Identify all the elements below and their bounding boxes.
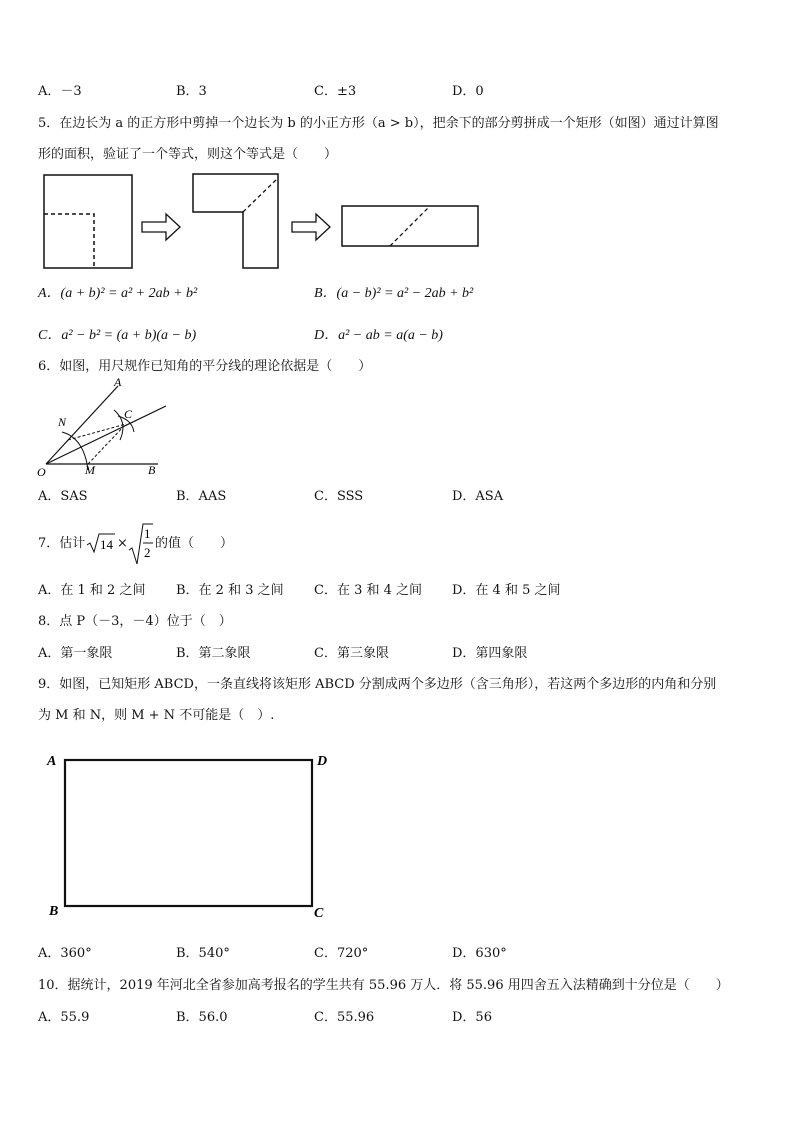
q5-option-b: B．(a − b)² = a² − 2ab + b²: [314, 286, 474, 301]
q8-option-d: D．第四象限: [452, 646, 528, 661]
q10-option-a: A．55.9: [38, 1010, 90, 1025]
q9-rectangle: [65, 760, 312, 906]
q5-option-a: A．(a + b)² = a² + 2ab + b²: [38, 286, 198, 301]
q7-option-a: A．在 1 和 2 之间: [38, 583, 146, 598]
q6-option-c: C．SSS: [314, 489, 364, 504]
q9-label-d: D: [317, 754, 328, 769]
q7-option-c: C．在 3 和 4 之间: [314, 583, 423, 598]
q6-option-b: B．AAS: [176, 489, 227, 504]
q4-option-b: B．3: [176, 84, 207, 99]
q7-option-d: D．在 4 和 5 之间: [452, 583, 561, 598]
q9-option-b: B．540°: [176, 946, 230, 961]
q8-stem: 8．点 P（－3，－4）位于（ ）: [38, 614, 232, 629]
q8-option-b: B．第二象限: [176, 646, 251, 661]
q7-sqrt-half: [128, 522, 154, 566]
q9-label-a: A: [47, 754, 57, 769]
q7-suffix: 的值（ ）: [155, 536, 234, 551]
q9-label-b: B: [49, 904, 59, 919]
q7-frac-num: 1: [144, 526, 151, 541]
q6-label-a: A: [114, 376, 122, 389]
q7-prefix: 7．估计: [38, 536, 86, 551]
q6-stem: 6．如图，用尺规作已知角的平分线的理论依据是（ ）: [38, 359, 372, 374]
q9-figure: [44, 748, 344, 924]
q5-stem-line1: 5．在边长为 a 的正方形中剪掉一个边长为 b 的小正方形（a > b），把余下的部分剪拼成一个矩形（如图）通过计算图: [38, 116, 719, 131]
q6-label-c: C: [124, 407, 133, 421]
q5-arrow-1: [142, 214, 180, 240]
q9-label-c: C: [314, 906, 324, 921]
q6-option-d: D．ASA: [452, 489, 504, 504]
q6-label-m: M: [85, 463, 95, 477]
q5-option-c: C．a² − b² = (a + b)(a − b): [38, 328, 197, 343]
q5-arrow-2: [292, 214, 330, 240]
q7-radicand1: 14: [100, 537, 113, 552]
q10-stem: 10．据统计，2019 年河北全省参加高考报名的学生共有 55.96 万人．将 55.96 用四舍五入法精确到十分位是（ ）: [38, 978, 729, 993]
q5-cut-line: [44, 214, 94, 268]
q9-stem-line2: 为 M 和 N，则 M + N 不可能是（ ）.: [38, 708, 275, 723]
q9-option-c: C．720°: [314, 946, 369, 961]
q8-option-a: A．第一象限: [38, 646, 113, 661]
q9-option-d: D．630°: [452, 946, 507, 961]
q5-figure: [38, 170, 488, 275]
q8-option-c: C．第三象限: [314, 646, 389, 661]
q10-option-c: C．55.96: [314, 1010, 375, 1025]
q6-label-b: B: [148, 463, 156, 477]
q4-option-a: A．－3: [38, 84, 82, 99]
q6-label-o: O: [37, 465, 46, 479]
q5-option-d: D．a² − ab = a(a − b): [314, 328, 443, 343]
q10-option-b: B．56.0: [176, 1010, 228, 1025]
q5-l-shape: [193, 174, 278, 268]
q7-times: ×: [117, 536, 128, 551]
q10-option-d: D．56: [452, 1010, 492, 1025]
q6-figure: [36, 376, 176, 480]
q5-square: [44, 175, 132, 268]
q7-sqrt14: [86, 532, 116, 554]
q9-option-a: A．360°: [38, 946, 92, 961]
q6-label-n: N: [58, 415, 67, 429]
q9-stem-line1: 9．如图，已知矩形 ABCD，一条直线将该矩形 ABCD 分割成两个多边形（含三角形），若这两个多边形的内角和分别: [38, 677, 717, 692]
q7-option-b: B．在 2 和 3 之间: [176, 583, 284, 598]
q5-stem-line2: 形的面积，验证了一个等式，则这个等式是（ ）: [38, 147, 338, 162]
q7-frac-den: 2: [144, 545, 151, 560]
q4-option-c: C．±3: [314, 84, 357, 99]
q6-option-a: A．SAS: [38, 489, 88, 504]
q4-option-d: D．0: [452, 84, 484, 99]
